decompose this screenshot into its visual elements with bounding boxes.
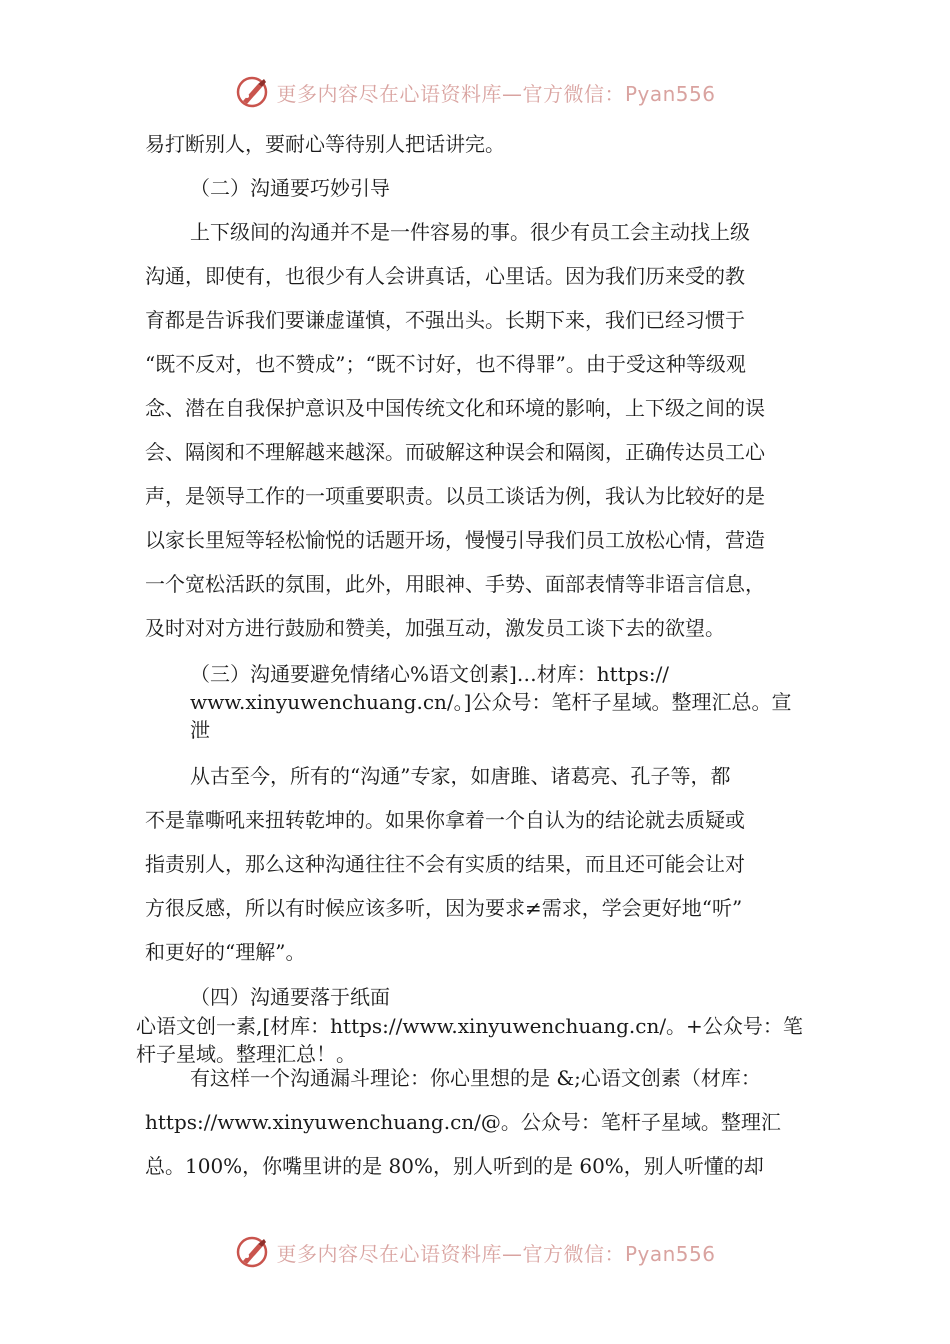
section-heading-cont: 泄 (190, 718, 210, 742)
text-line: 方很反感，所以有时候应该多听，因为要求≠需求，学会更好地“听” (145, 896, 743, 920)
text-line: 心语文创一素,[材库：https://www.xinyuwenchuang.cn/。+公众号：笔 (136, 1014, 803, 1038)
text-line: 以家长里短等轻松愉悦的话题开场，慢慢引导我们员工放松心情，营造 (145, 528, 765, 552)
banner-text: 更多内容尽在心语资料库—官方微信：Pyan556 (276, 1241, 716, 1266)
text-line: 念、潜在自我保护意识及中国传统文化和环境的影响，上下级之间的误 (145, 396, 765, 420)
text-line: 不是靠嘶吼来扭转乾坤的。如果你拿着一个自认为的结论就去质疑或 (145, 808, 745, 832)
text-line: 上下级间的沟通并不是一件容易的事。很少有员工会主动找上级 (190, 220, 750, 244)
text-line: 和更好的“理解”。 (145, 940, 306, 964)
text-line: 会、隔阂和不理解越来越深。而破解这种误会和隔阂，正确传达员工心 (145, 440, 765, 464)
pen-nib-logo-icon (234, 1234, 270, 1270)
text-line: 总。100%，你嘴里讲的是 80%，别人听到的是 60%，别人听懂的却 (145, 1154, 764, 1178)
text-line: 有这样一个沟通漏斗理论：你心里想的是 &;心语文创素（材库： (190, 1066, 761, 1090)
header-banner (0, 72, 950, 112)
text-line: 从古至今，所有的“沟通”专家，如唐雎、诸葛亮、孔子等，都 (190, 764, 731, 788)
text-line: 及时对对方进行鼓励和赞美，加强互动，激发员工谈下去的欲望。 (145, 616, 725, 640)
footer-banner (0, 1232, 950, 1272)
section-heading: （三）沟通要避免情绪心%语文创素]…材库：https:// (190, 662, 670, 686)
text-line: 易打断别人，要耐心等待别人把话讲完。 (145, 132, 505, 156)
text-line: 杆子星域。整理汇总！。 (136, 1042, 356, 1066)
text-line: 指责别人，那么这种沟通往往不会有实质的结果，而且还可能会让对 (145, 852, 745, 876)
pen-nib-logo-icon (234, 74, 270, 110)
text-line: 沟通，即使有，也很少有人会讲真话，心里话。因为我们历来受的教 (145, 264, 745, 288)
section-heading-cont: www.xinyuwenchuang.cn/。]公众号：笔杆子星域。整理汇总。宣 (190, 690, 792, 714)
text-line: 育都是告诉我们要谦虚谨慎，不强出头。长期下来，我们已经习惯于 (145, 308, 745, 332)
banner-text: 更多内容尽在心语资料库—官方微信：Pyan556 (276, 81, 716, 106)
text-line: 声，是领导工作的一项重要职责。以员工谈话为例，我认为比较好的是 (145, 484, 765, 508)
section-heading: （四）沟通要落于纸面 (190, 985, 390, 1009)
text-line: https://www.xinyuwenchuang.cn/@。公众号：笔杆子星域。整理汇 (145, 1110, 781, 1134)
text-line: “既不反对，也不赞成”；“既不讨好，也不得罪”。由于受这种等级观 (145, 352, 746, 376)
section-heading: （二）沟通要巧妙引导 (190, 176, 390, 200)
text-line: 一个宽松活跃的氛围，此外，用眼神、手势、面部表情等非语言信息， (145, 572, 765, 596)
